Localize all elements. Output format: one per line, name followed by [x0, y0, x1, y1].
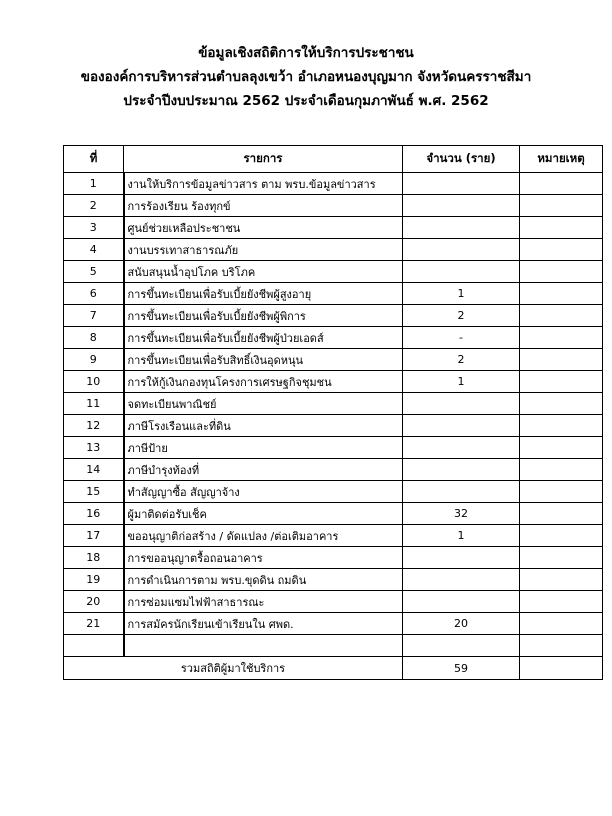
table-row: [64, 591, 603, 613]
row-number: 1: [64, 173, 124, 195]
row-note: [520, 173, 603, 195]
row-count: 1: [403, 525, 520, 547]
row-number: 9: [64, 349, 124, 371]
row-item: การให้กู้เงินกองทุนโครงการเศรษฐกิจชุมชน: [124, 371, 403, 393]
row-number: 10: [64, 371, 124, 393]
total-label: รวมสถิติผู้มาใช้บริการ: [64, 657, 403, 680]
row-note: [520, 217, 603, 239]
table-row: [64, 569, 603, 591]
row-note: [520, 283, 603, 305]
row-number: 16: [64, 503, 124, 525]
table-row: [64, 283, 603, 305]
row-number: 20: [64, 591, 124, 613]
row-item: ภาษีบำรุงท้องที่: [124, 459, 403, 481]
row-count: [403, 415, 520, 437]
total-note: [520, 657, 603, 680]
row-item: การร้องเรียน ร้องทุกข์: [124, 195, 403, 217]
row-note: [520, 525, 603, 547]
row-note: [520, 635, 603, 657]
row-count: -: [403, 327, 520, 349]
row-item: ขออนุญาติก่อสร้าง / ดัดแปลง /ต่อเติมอาคาร: [124, 525, 403, 547]
table-row: [64, 635, 603, 657]
row-count: [403, 261, 520, 283]
row-note: [520, 239, 603, 261]
row-item: การสมัครนักเรียนเข้าเรียนใน ศพด.: [124, 613, 403, 635]
row-count: [403, 459, 520, 481]
total-count: 59: [403, 657, 520, 680]
row-item: งานให้บริการข้อมูลข่าวสาร ตาม พรบ.ข้อมูลข่าวสาร: [124, 173, 403, 195]
table-header-row: [64, 146, 603, 173]
row-number: 14: [64, 459, 124, 481]
row-number: 3: [64, 217, 124, 239]
table-row: [64, 239, 603, 261]
row-note: [520, 393, 603, 415]
table-row: [64, 481, 603, 503]
service-statistics-table: [63, 145, 603, 680]
table-row: [64, 503, 603, 525]
row-note: [520, 195, 603, 217]
table-row: [64, 437, 603, 459]
row-note: [520, 547, 603, 569]
row-item: ภาษีโรงเรือนและที่ดิน: [124, 415, 403, 437]
row-number: 5: [64, 261, 124, 283]
header-title: ข้อมูลเชิงสถิติการให้บริการประชาชน: [198, 45, 414, 61]
row-item: การขึ้นทะเบียนเพื่อรับสิทธิ์เงินอุดหนุน: [124, 349, 403, 371]
row-count: [403, 569, 520, 591]
row-note: [520, 459, 603, 481]
row-number: 6: [64, 283, 124, 305]
row-item: การขึ้นทะเบียนเพื่อรับเบี้ยยังชีพผู้สูงอายุ: [124, 283, 403, 305]
row-note: [520, 349, 603, 371]
row-count: 2: [403, 349, 520, 371]
table-row: [64, 173, 603, 195]
table-row: [64, 371, 603, 393]
row-count: [403, 591, 520, 613]
table-row: [64, 525, 603, 547]
row-item: การขึ้นทะเบียนเพื่อรับเบี้ยยังชีพผู้ป่วยเอดส์: [124, 327, 403, 349]
row-note: [520, 591, 603, 613]
row-count: [403, 195, 520, 217]
column-header-count: จำนวน (ราย): [403, 146, 520, 173]
table-row: [64, 217, 603, 239]
row-item: การดำเนินการตาม พรบ.ขุดดิน ถมดิน: [124, 569, 403, 591]
row-note: [520, 327, 603, 349]
row-number: 21: [64, 613, 124, 635]
row-count: [403, 635, 520, 657]
row-note: [520, 415, 603, 437]
column-header-note: หมายเหตุ: [520, 146, 603, 173]
row-item: ทำสัญญาซื้อ สัญญาจ้าง: [124, 481, 403, 503]
header-organization: ขององค์การบริหารส่วนตำบลลุงเขว้า อำเภอหนองบุญมาก จังหวัดนครราชสีมา: [80, 69, 532, 85]
document-header: [0, 41, 612, 113]
row-note: [520, 481, 603, 503]
row-number: 15: [64, 481, 124, 503]
row-item: การขึ้นทะเบียนเพื่อรับเบี้ยยังชีพผู้พิการ: [124, 305, 403, 327]
column-header-item: รายการ: [124, 146, 403, 173]
row-item: ศูนย์ช่วยเหลือประชาชน: [124, 217, 403, 239]
row-count: 2: [403, 305, 520, 327]
row-count: [403, 437, 520, 459]
row-item: การขออนุญาตรื้อถอนอาคาร: [124, 547, 403, 569]
row-note: [520, 261, 603, 283]
table-row: [64, 613, 603, 635]
row-note: [520, 503, 603, 525]
row-note: [520, 437, 603, 459]
table-body: [64, 173, 603, 657]
row-count: 20: [403, 613, 520, 635]
table-row: [64, 393, 603, 415]
row-count: [403, 481, 520, 503]
row-count: [403, 393, 520, 415]
table-row: [64, 305, 603, 327]
row-number: 13: [64, 437, 124, 459]
row-item: จดทะเบียนพาณิชย์: [124, 393, 403, 415]
row-number: 4: [64, 239, 124, 261]
table-row: [64, 195, 603, 217]
row-number: [64, 635, 124, 657]
row-number: 8: [64, 327, 124, 349]
row-note: [520, 569, 603, 591]
table-row: [64, 459, 603, 481]
table-row: [64, 415, 603, 437]
row-number: 12: [64, 415, 124, 437]
table-total-row: [64, 657, 603, 680]
row-number: 18: [64, 547, 124, 569]
row-number: 2: [64, 195, 124, 217]
table-row: [64, 547, 603, 569]
row-item: ผู้มาติดต่อรับเช็ค: [124, 503, 403, 525]
row-number: 19: [64, 569, 124, 591]
row-count: 1: [403, 371, 520, 393]
row-count: 1: [403, 283, 520, 305]
row-number: 11: [64, 393, 124, 415]
table-row: [64, 349, 603, 371]
row-item: การซ่อมแซมไฟฟ้าสาธารณะ: [124, 591, 403, 613]
row-count: [403, 547, 520, 569]
table-row: [64, 327, 603, 349]
row-count: [403, 173, 520, 195]
table-row: [64, 261, 603, 283]
column-header-no: ที่: [64, 146, 124, 173]
row-item: สนับสนุนน้ำอุปโภค บริโภค: [124, 261, 403, 283]
row-item: [124, 635, 403, 657]
row-number: 7: [64, 305, 124, 327]
row-number: 17: [64, 525, 124, 547]
header-period: ประจำปีงบประมาณ 2562 ประจำเดือนกุมภาพันธ์ พ.ศ. 2562: [123, 93, 489, 109]
row-note: [520, 371, 603, 393]
row-count: 32: [403, 503, 520, 525]
row-count: [403, 239, 520, 261]
row-note: [520, 613, 603, 635]
row-item: งานบรรเทาสาธารณภัย: [124, 239, 403, 261]
row-count: [403, 217, 520, 239]
row-note: [520, 305, 603, 327]
row-item: ภาษีป้าย: [124, 437, 403, 459]
